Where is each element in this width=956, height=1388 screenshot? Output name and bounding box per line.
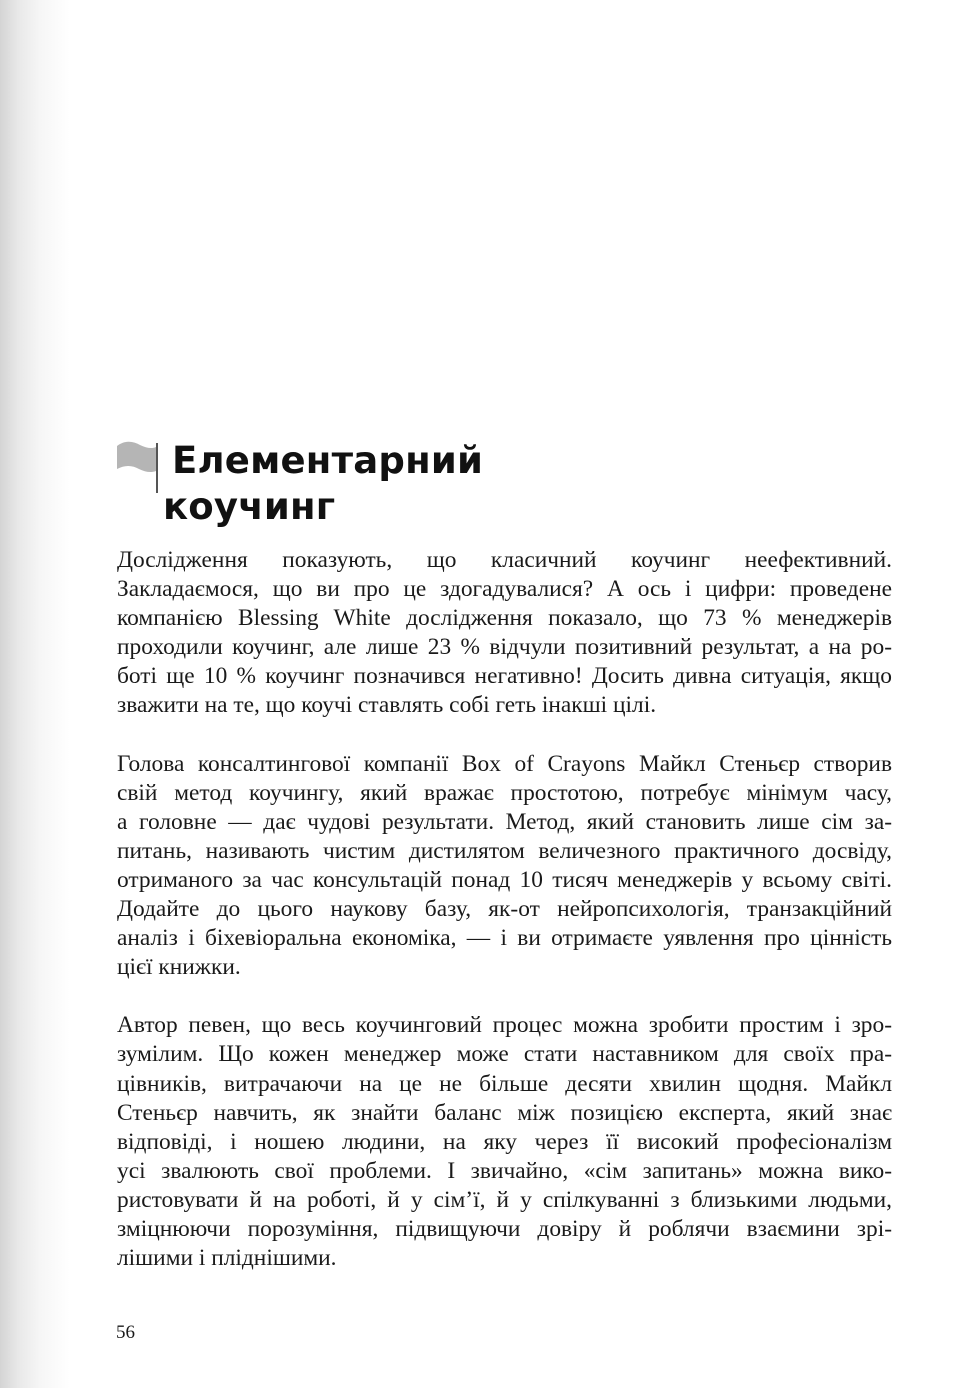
page-number: 56 bbox=[116, 1322, 135, 1343]
text-line: а головне — дає чудові результати. Метод, який становить лише сім за- bbox=[117, 808, 892, 835]
section-title-line-1: Елементарний bbox=[172, 439, 484, 482]
text-line: боті ще 10 % коучинг позначився негативно! Досить дивна ситуація, якщо bbox=[117, 663, 892, 690]
flag-icon bbox=[116, 438, 160, 494]
text-line: зважити на те, що коучі ставлять собі геть інакші цілі. bbox=[117, 692, 657, 719]
text-line: Голова консалтингової компанії Box of Crayons Майкл Стеньєр створив bbox=[117, 750, 892, 777]
text-line: зумілим. Що кожен менеджер може стати наставником для своїх пра- bbox=[117, 1041, 892, 1068]
text-line: Автор певен, що весь коучинговий процес можна зробити простим і зро- bbox=[117, 1012, 892, 1039]
body-text bbox=[117, 546, 892, 1302]
text-line: ристовувати й на роботі, й у сім’ї, й у спілкуванні з близькими людьми, bbox=[117, 1186, 892, 1213]
text-line: зміцнюючи порозуміння, підвищуючи довіру й роблячи взаємини зрі- bbox=[117, 1215, 892, 1242]
text-line: свій метод коучингу, який вражає простотою, потребує мінімум часу, bbox=[117, 779, 892, 806]
text-line: лішими і пліднішими. bbox=[117, 1245, 337, 1272]
paragraph-2 bbox=[117, 750, 892, 983]
text-line: компанією Blessing White дослідження показало, що 73 % менеджерів bbox=[117, 605, 892, 632]
text-line: Закладаємося, що ви про це здогадувалися? А ось і цифри: проведене bbox=[117, 576, 892, 603]
paragraph-3 bbox=[117, 1011, 892, 1273]
text-line: Додайте до цього наукову базу, як-от нейропсихологія, транзакційний bbox=[117, 896, 892, 923]
text-line: усі звалюють свої проблеми. І звичайно, «сім запитань» можна вико- bbox=[117, 1157, 892, 1184]
text-line: цієї книжки. bbox=[117, 954, 241, 981]
text-line: аналіз і біхевіоральна економіка, — і ви отримаєте уявлення про цінність bbox=[117, 925, 892, 952]
paragraph-1 bbox=[117, 546, 892, 721]
section-title-line-2: коучинг bbox=[163, 485, 336, 528]
text-line: відповіді, і ношею людини, на яку через її високий професіоналізм bbox=[117, 1128, 892, 1155]
text-line: отриманого за час консультацій понад 10 тисяч менеджерів у всьому світі. bbox=[117, 866, 892, 893]
text-line: питань, називають чистим дистилятом величезного практичного досвіду, bbox=[117, 837, 892, 864]
text-line: Стеньєр навчить, як знайти баланс між позицією експерта, який знає bbox=[117, 1099, 892, 1126]
text-line: проходили коучинг, але лише 23 % відчули позитивний результат, а на ро- bbox=[117, 634, 892, 661]
text-line: цівників, витрачаючи на це не більше десяти хвилин щодня. Майкл bbox=[117, 1070, 892, 1097]
text-line: Дослідження показують, що класичний коучинг неефективний. bbox=[117, 547, 892, 573]
